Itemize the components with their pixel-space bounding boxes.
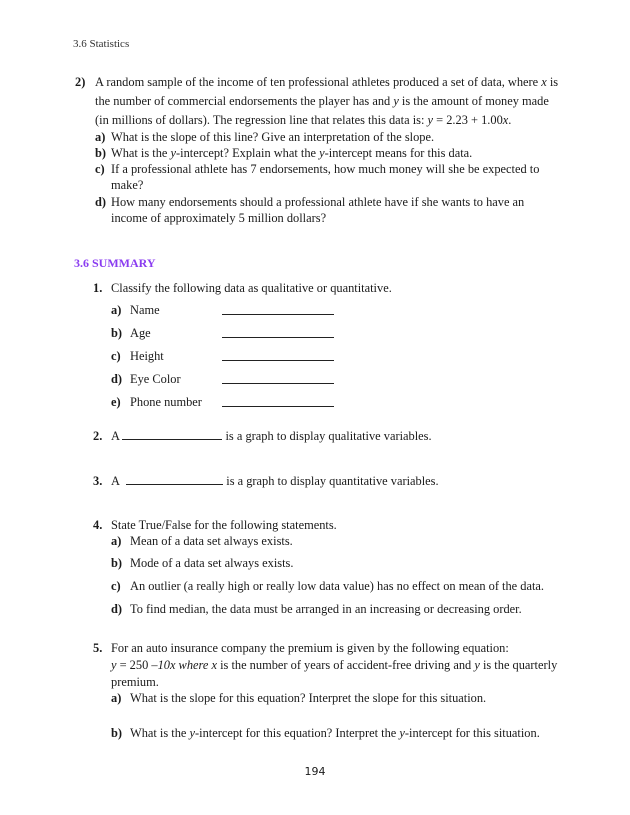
q5-line-3: premium. bbox=[111, 675, 159, 689]
q5-line-2 bbox=[111, 658, 557, 673]
item-label: a) bbox=[111, 691, 122, 705]
text: is the number of years of accident-free driving and bbox=[216, 658, 475, 672]
answer-blank[interactable] bbox=[122, 429, 222, 440]
item-text: Name bbox=[130, 303, 160, 317]
q3-text bbox=[111, 474, 439, 489]
equation: = 2.23 + 1.00 bbox=[433, 113, 503, 127]
text: (in millions of dollars). The regression line that relates this data is: bbox=[95, 113, 428, 127]
equation: = 250 – bbox=[116, 658, 158, 672]
q1-number: 1. bbox=[93, 281, 103, 295]
q1-text: Classify the following data as qualitative or quantitative. bbox=[111, 281, 392, 295]
item-label: e) bbox=[111, 395, 121, 409]
equation-term: 10x where bbox=[157, 658, 209, 672]
var-x: x bbox=[502, 113, 509, 127]
item-label: b) bbox=[111, 726, 123, 740]
text: -intercept means for this data. bbox=[324, 146, 473, 160]
var-y: y bbox=[111, 658, 117, 672]
item-label: d) bbox=[111, 372, 123, 386]
q4-number: 4. bbox=[93, 518, 103, 532]
text: -intercept for this situation. bbox=[404, 726, 540, 740]
var-y: y bbox=[427, 113, 434, 127]
item-label: a) bbox=[111, 303, 122, 317]
part-label: c) bbox=[95, 162, 105, 176]
item-text: Mean of a data set always exists. bbox=[130, 534, 293, 548]
section-title: 3.6 SUMMARY bbox=[74, 256, 156, 270]
running-header: 3.6 Statistics bbox=[73, 38, 130, 50]
answer-blank[interactable] bbox=[126, 474, 223, 485]
text: A bbox=[111, 429, 120, 443]
item-text: Height bbox=[130, 349, 164, 363]
problem-2a-text: What is the slope of this line? Give an interpretation of the slope. bbox=[111, 130, 435, 144]
item-label: b) bbox=[111, 556, 123, 570]
q4-text: State True/False for the following statements. bbox=[111, 518, 337, 532]
var-y: y bbox=[399, 726, 405, 740]
problem-2c-line-2: make? bbox=[111, 178, 144, 192]
text: is bbox=[546, 75, 559, 89]
var-x: x bbox=[541, 75, 547, 89]
problem-2d-line-1: How many endorsements should a professional athlete have if she wants to have an bbox=[111, 195, 525, 209]
q3-number: 3. bbox=[93, 474, 103, 488]
text: . bbox=[508, 113, 512, 127]
page-number: 194 bbox=[304, 765, 326, 778]
text: the number of commercial endorsements the player has and bbox=[95, 94, 394, 108]
item-label: a) bbox=[111, 534, 122, 548]
text: -intercept for this equation? Interpret the bbox=[195, 726, 400, 740]
text: What is the bbox=[130, 726, 190, 740]
text: is the quarterly bbox=[479, 658, 558, 672]
problem-2-line-2 bbox=[95, 94, 549, 109]
item-label: d) bbox=[111, 602, 123, 616]
item-text: An outlier (a really high or really low data value) has no effect on mean of the data. bbox=[130, 579, 545, 593]
text: is a graph to display qualitative variables. bbox=[225, 429, 432, 443]
text: A bbox=[111, 474, 120, 488]
answer-blank[interactable] bbox=[222, 304, 334, 315]
item-text: Mode of a data set always exists. bbox=[130, 556, 294, 570]
item-text: Eye Color bbox=[130, 372, 181, 386]
text: is the amount of money made bbox=[398, 94, 549, 108]
q5-line-1: For an auto insurance company the premium is given by the following equation: bbox=[111, 641, 509, 655]
q5a-text: What is the slope for this equation? Interpret the slope for this situation. bbox=[130, 691, 487, 705]
item-label: c) bbox=[111, 349, 121, 363]
part-label: d) bbox=[95, 195, 107, 209]
q2-number: 2. bbox=[93, 429, 103, 443]
var-y: y bbox=[170, 146, 177, 160]
text: -intercept? Explain what the bbox=[176, 146, 320, 160]
text: A random sample of the income of ten professional athletes produced a set of data, where bbox=[95, 75, 542, 89]
item-label: b) bbox=[111, 326, 123, 340]
var-y: y bbox=[189, 726, 196, 740]
answer-blank[interactable] bbox=[222, 327, 334, 338]
text: What is the bbox=[111, 146, 171, 160]
answer-blank[interactable] bbox=[222, 396, 334, 407]
part-label: a) bbox=[95, 130, 106, 144]
problem-2-line-3 bbox=[95, 113, 511, 128]
problem-2-number: 2) bbox=[75, 75, 86, 89]
answer-blank[interactable] bbox=[222, 373, 334, 384]
q5-number: 5. bbox=[93, 641, 103, 655]
item-text: Phone number bbox=[130, 395, 202, 409]
answer-blank[interactable] bbox=[222, 350, 334, 361]
var-y: y bbox=[393, 94, 399, 108]
item-text: Age bbox=[130, 326, 151, 340]
item-text: To find median, the data must be arranged in an increasing or decreasing order. bbox=[130, 602, 522, 616]
part-label: b) bbox=[95, 146, 107, 160]
text: is a graph to display quantitative variables. bbox=[226, 474, 439, 488]
problem-2b-text bbox=[111, 146, 472, 161]
var-x: x bbox=[211, 658, 217, 672]
problem-2d-line-2: income of approximately 5 million dollars? bbox=[111, 211, 327, 225]
var-y: y bbox=[474, 658, 480, 672]
item-label: c) bbox=[111, 579, 121, 593]
q2-text bbox=[111, 429, 432, 444]
q5b-text bbox=[130, 726, 540, 741]
problem-2-line-1 bbox=[95, 75, 558, 90]
var-y: y bbox=[319, 146, 325, 160]
problem-2c-line-1: If a professional athlete has 7 endorsements, how much money will she be expected to bbox=[111, 162, 540, 176]
